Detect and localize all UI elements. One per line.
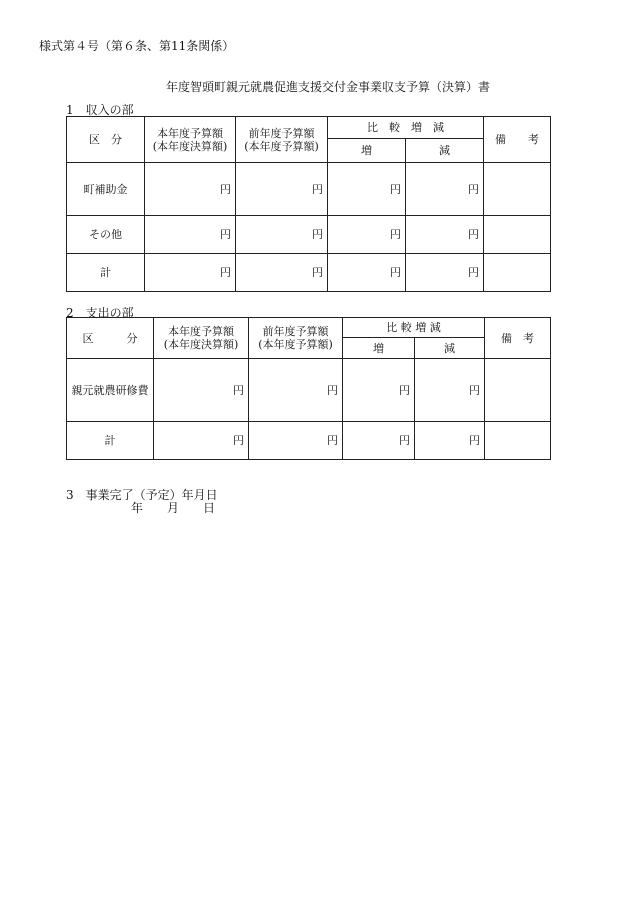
expense-header-decrease: 減 [415,338,485,359]
cell-increase: 円 [328,216,406,254]
form-label: 様式第４号（第６条、第11条関係） [39,39,235,53]
cell-prev: 円 [249,359,343,422]
cell-current: 円 [145,254,236,292]
table-row [67,359,551,422]
cell-current: 円 [154,422,249,460]
row-label: 計 [67,422,154,460]
cell-prev: 円 [236,216,328,254]
cell-current: 円 [145,163,236,216]
expense-header-current [154,318,249,359]
cell-note [485,359,551,422]
expense-header-prev-line2: (本年度予算額) [258,338,333,351]
row-label: 親元就農研修費 [67,359,154,422]
expense-header-current-line1: 本年度予算額 [168,325,234,338]
completion-date: 年 月 日 [131,501,216,515]
table-row [67,163,551,216]
cell-decrease: 円 [406,216,484,254]
cell-prev: 円 [249,422,343,460]
table-row [67,422,551,460]
row-label: 町補助金 [67,163,145,216]
cell-current: 円 [145,216,236,254]
cell-increase: 円 [328,163,406,216]
cell-note [484,163,551,216]
expense-header-prev-line1: 前年度予算額 [262,325,329,338]
expense-table [66,317,551,460]
cell-decrease: 円 [415,359,485,422]
completion-heading: 3 事業完了（予定）年月日 [66,488,218,502]
income-table [66,116,551,292]
row-label: 計 [67,254,145,292]
income-header-prev-line2: (本年度予算額) [244,139,319,153]
expense-header-prev [249,318,343,359]
income-header-compare: 比 較 増 減 [328,117,484,139]
cell-note [485,422,551,460]
income-header-note: 備 考 [484,117,551,163]
expense-header-note: 備 考 [485,318,551,359]
cell-increase: 円 [343,359,415,422]
row-label: その他 [67,216,145,254]
income-header-prev-line1: 前年度予算額 [248,126,315,140]
table-row [67,254,551,292]
income-header-decrease: 減 [406,139,484,163]
expense-heading: 2 支出の部 [66,306,134,320]
cell-current: 円 [154,359,249,422]
income-header-kubun: 区 分 [67,117,145,163]
table-row [67,216,551,254]
income-header-current-line1: 本年度予算額 [157,126,223,140]
income-header-increase: 増 [328,139,406,163]
expense-header-compare: 比 較 増 減 [343,318,485,338]
expense-header-kubun: 区 分 [67,318,154,359]
cell-increase: 円 [343,422,415,460]
expense-header-increase: 増 [343,338,415,359]
cell-prev: 円 [236,254,328,292]
income-heading: 1 収入の部 [66,103,134,117]
income-header-current [145,117,236,163]
income-header-prev [236,117,328,163]
document-title: 年度智頭町親元就農促進支援交付金事業収支予算（決算）書 [166,80,491,94]
cell-increase: 円 [328,254,406,292]
income-header-current-line2: (本年度決算額) [152,139,228,153]
cell-decrease: 円 [415,422,485,460]
expense-header-current-line2: (本年度決算額) [163,338,239,351]
cell-note [484,254,551,292]
cell-decrease: 円 [406,254,484,292]
cell-decrease: 円 [406,163,484,216]
cell-prev: 円 [236,163,328,216]
cell-note [484,216,551,254]
